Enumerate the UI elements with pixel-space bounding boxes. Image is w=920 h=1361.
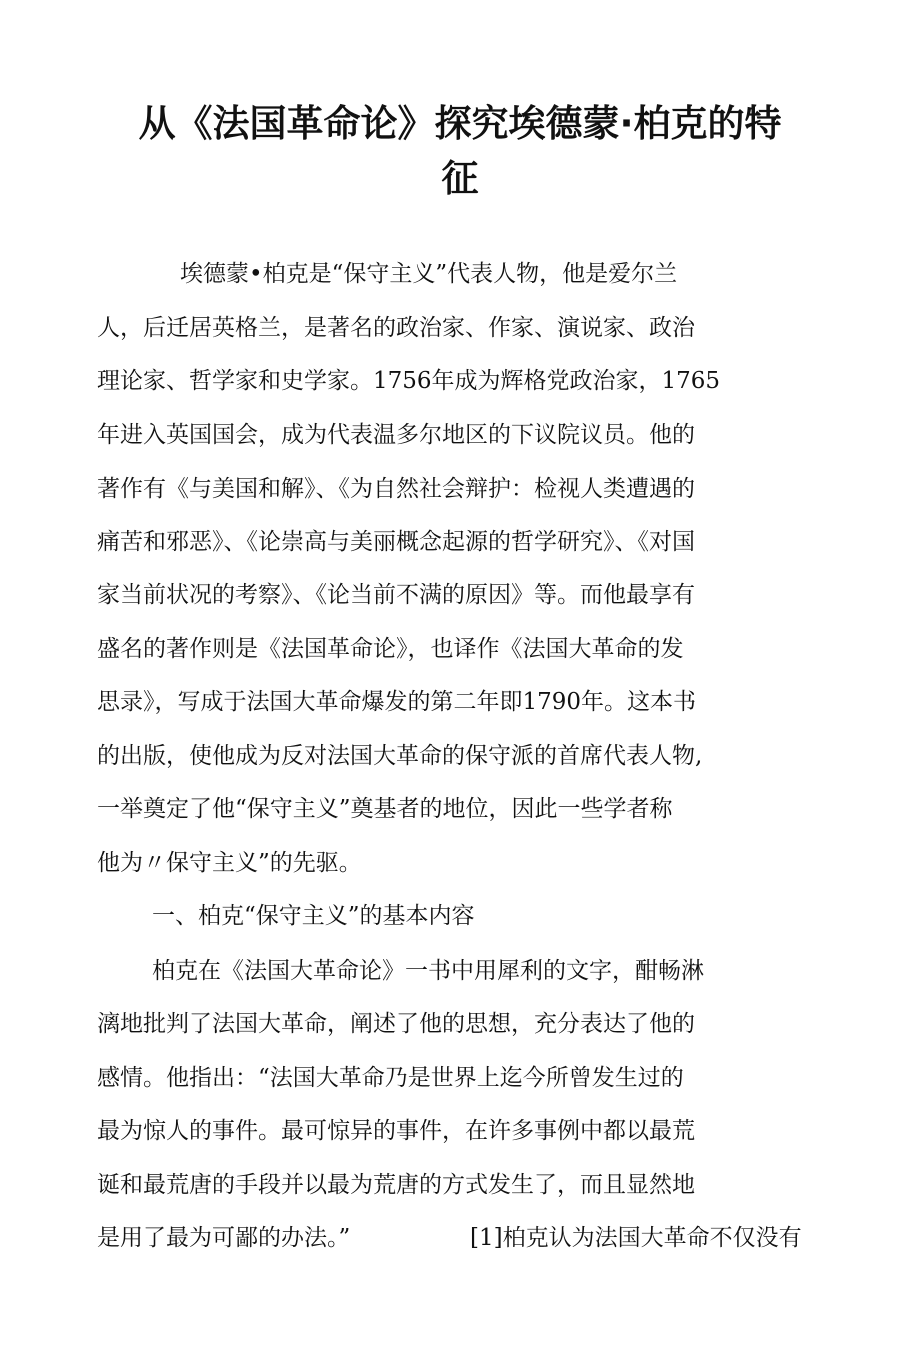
paragraph-2-line-6: 是用了最为可鄙的办法。” [97,1225,351,1251]
paragraph-1-line-5: 著作有《与美国和解》、《为自然社会辩护：检视人类遭遇的 [97,476,695,502]
paragraph-1-line-11: 一举奠定了他“保守主义”奠基者的地位，因此一些学者称 [97,796,673,822]
paragraph-2-line-3: 感情。他指出：“法国大革命乃是世界上迄今所曾发生过的 [97,1065,684,1091]
paragraph-1-line-8: 盛名的著作则是《法国革命论》，也译作《法国大革命的发 [97,636,684,662]
paragraph-1-line-7: 家当前状况的考察》、《论当前不满的原因》等。而他最享有 [97,582,695,608]
paragraph-2-line-1: 柏克在《法国大革命论》一书中用犀利的文字，酣畅淋 [152,958,704,984]
paragraph-1-line-4: 年进入英国国会，成为代表温多尔地区的下议院议员。他的 [97,422,695,448]
paragraph-2-line-2: 漓地批判了法国大革命，阐述了他的思想，充分表达了他的 [97,1011,695,1037]
document-title-line-1: 从《法国革命论》探究埃德蒙·柏克的特 [138,102,782,145]
paragraph-1-line-10: 的出版，使他成为反对法国大革命的保守派的首席代表人物, [97,743,703,769]
paragraph-2-line-6-continuation: [1]柏克认为法国大革命不仅没有 [470,1225,802,1251]
paragraph-1-line-2: 人，后迁居英格兰，是著名的政治家、作家、演说家、政治 [97,315,695,341]
paragraph-2-line-5: 诞和最荒唐的手段并以最为荒唐的方式发生了，而且显然地 [97,1172,695,1198]
paragraph-1-line-12: 他为〃保守主义”的先驱。 [97,850,362,876]
paragraph-1-line-9: 思录》，写成于法国大革命爆发的第二年即1790年。这本书 [97,689,697,715]
paragraph-1-line-1: 埃德蒙•柏克是“保守主义”代表人物，他是爱尔兰 [180,261,678,287]
paragraph-1-line-6: 痛苦和邪恶》、《论崇高与美丽概念起源的哲学研究》、《对国 [97,529,695,555]
section-heading: 一、柏克“保守主义”的基本内容 [152,903,475,929]
paragraph-2-line-4: 最为惊人的事件。最可惊异的事件，在许多事例中都以最荒 [97,1118,695,1144]
paragraph-1-line-3: 理论家、哲学家和史学家。1756年成为辉格党政治家，1765 [97,368,721,394]
document-title-line-2: 征 [441,157,479,200]
